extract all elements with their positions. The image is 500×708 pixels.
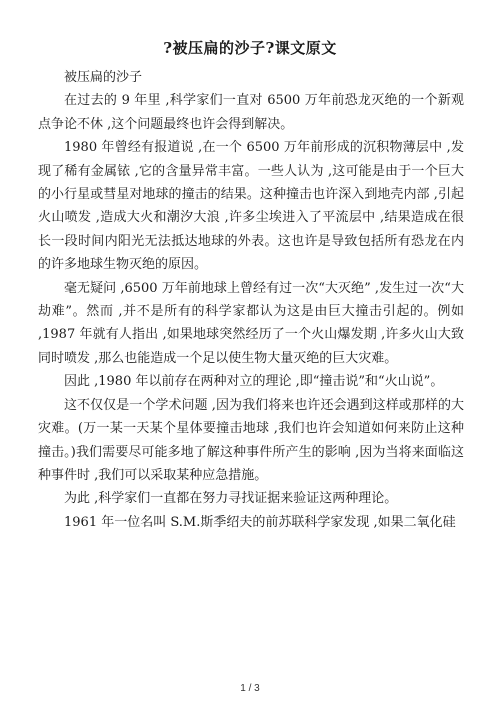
paragraph: 这不仅仅是一个学术问题 ,因为我们将来也许还会遇到这样或那样的大灾难。(万一某一天某个星体要撞击地球 ,我们也许会知道如何来防止这种撞击。)我们需要尽可能多地了解这种事件所产生的影响 ,因为当将来面临这种事件时 ,我们可以采取某种应急措施。 <box>38 397 464 483</box>
paragraph-subtitle: 被压扁的沙子 <box>64 70 143 85</box>
paragraph: 毫无疑问 ,6500 万年前地球上曾经有过一次“大灭绝” ,发生过一次“大劫难”。然而 ,并不是所有的科学家都认为这是由巨大撞击引起的。例如 ,1987 年就有人指出 ,如果地球突然经历了一个火山爆发期 ,许多火山大致同时喷发 ,那么也能造成一个足以使生物大量灭绝的巨大灾难。 <box>38 280 464 366</box>
paragraph: 为此 ,科学家们一直都在努力寻找证据来验证这两种理论。 <box>64 491 398 507</box>
paragraph: 1961 年一位名叫 S.M.斯季绍夫的前苏联科学家发现 ,如果二氧化硅 <box>64 514 456 530</box>
document-title: ?被压扁的沙子?课文原文 <box>163 39 337 57</box>
page-number: 1 / 3 <box>240 683 260 694</box>
document-body <box>38 66 464 534</box>
paragraph: 在过去的 9 年里 ,科学家们一直对 6500 万年前恐龙灭绝的一个新观点争论不休 ,这个问题最终也许会得到解决。 <box>38 93 464 132</box>
paragraph: 因此 ,1980 年以前存在两种对立的理论 ,即“撞击说”和“火山说”。 <box>64 374 444 390</box>
paragraph: 1980 年曾经有报道说 ,在一个 6500 万年前形成的沉积物薄层中 ,发现了稀有金属铱 ,它的含量异常丰富。一些人认为 ,这可能是由于一个巨大的小行星或彗星对地球的撞击的结果。这种撞击也许深入到地壳内部 ,引起火山喷发 ,造成大火和潮汐大浪 ,许多尘埃进入了平流层中 ,结果造成在很长一段时间内阳光无法抵达地球的外表。这也许是导致包括所有恐龙在内的许多地球生物灭绝的原因。 <box>38 140 464 273</box>
